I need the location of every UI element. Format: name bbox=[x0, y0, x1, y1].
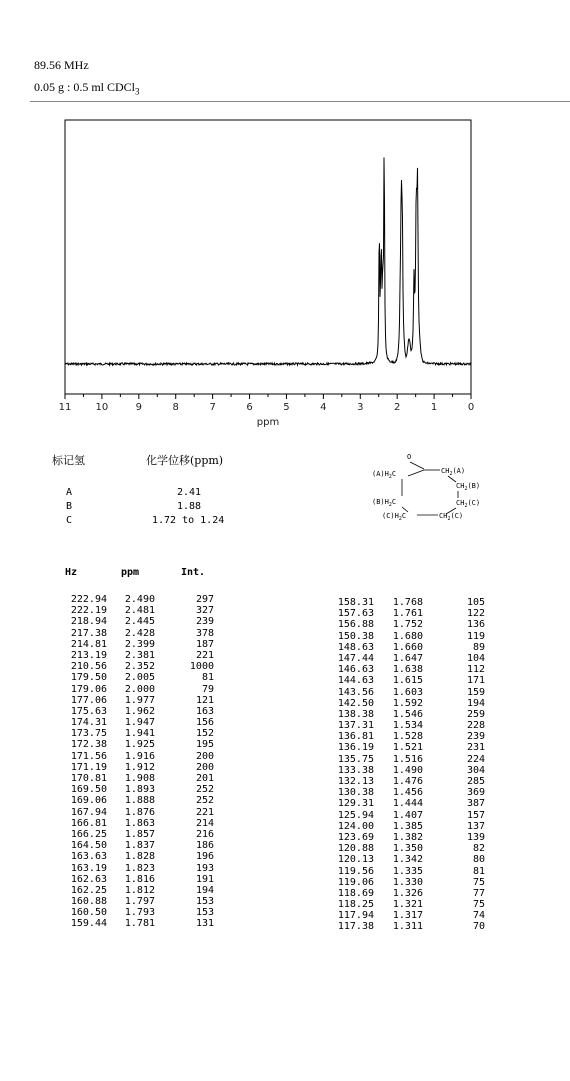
peak-ppm-cell: 1.615 bbox=[392, 675, 423, 687]
peak-ppm-cell: 1.516 bbox=[392, 753, 423, 765]
peak-hz-cell: 179.50 bbox=[70, 672, 107, 684]
peak-int-cell: 214 bbox=[195, 817, 214, 829]
peak-int-cell: 159 bbox=[466, 686, 485, 698]
peak-hz-cell: 170.81 bbox=[70, 773, 107, 784]
peak-ppm-cell: 2.490 bbox=[124, 594, 155, 605]
peak-int-cell: 387 bbox=[466, 798, 485, 810]
peak-hz-cell: 146.63 bbox=[337, 664, 374, 676]
peak-ppm-cell: 1.828 bbox=[124, 851, 155, 863]
peak-hz-cell: 125.94 bbox=[337, 809, 374, 821]
peak-ppm-cell: 1.837 bbox=[124, 840, 155, 852]
peak-int-cell: 231 bbox=[466, 742, 485, 754]
peak-hz-cell: 142.50 bbox=[337, 697, 374, 709]
peak-int-cell: 70 bbox=[472, 921, 485, 933]
peak-int-cell: 122 bbox=[466, 608, 485, 620]
peak-table-left-hz bbox=[55, 594, 107, 930]
peak-ppm-cell: 1.521 bbox=[392, 742, 423, 754]
carbonyl-bond bbox=[410, 462, 424, 469]
peak-ppm-cell: 2.445 bbox=[124, 616, 155, 628]
peak-int-cell: 200 bbox=[195, 750, 214, 762]
peak-hz-cell: 157.63 bbox=[337, 608, 374, 620]
x-tick-label: 3 bbox=[357, 402, 364, 413]
peak-ppm-cell: 1.326 bbox=[392, 887, 423, 899]
peak-int-cell: 136 bbox=[466, 619, 485, 631]
assignment-shift-b: 1.88 bbox=[177, 501, 202, 512]
peak-int-cell: 297 bbox=[195, 594, 214, 605]
peak-hz-cell: 133.38 bbox=[337, 764, 374, 776]
peak-ppm-cell: 1.638 bbox=[392, 664, 423, 676]
x-tick-label: 9 bbox=[135, 402, 143, 413]
peak-ppm-cell: 1.781 bbox=[124, 918, 155, 930]
peak-int-cell: 77 bbox=[472, 887, 485, 899]
header-divider bbox=[30, 101, 570, 102]
peak-hz-cell: 119.56 bbox=[337, 865, 374, 877]
peak-int-cell: 80 bbox=[472, 854, 485, 866]
peak-ppm-cell: 1.385 bbox=[392, 820, 423, 832]
peak-hz-cell: 118.69 bbox=[337, 887, 374, 899]
peak-hz-cell: 160.50 bbox=[70, 907, 107, 919]
peak-header-int: Int. bbox=[181, 567, 206, 578]
peak-hz-cell: 123.69 bbox=[337, 831, 374, 843]
peak-int-cell: 193 bbox=[195, 862, 214, 874]
peak-ppm-cell: 1.456 bbox=[392, 787, 423, 799]
peak-ppm-cell: 1.490 bbox=[392, 764, 423, 776]
peak-hz-cell: 144.63 bbox=[337, 675, 374, 687]
peak-hz-cell: 164.50 bbox=[70, 840, 107, 852]
peak-ppm-cell: 1.476 bbox=[392, 776, 423, 787]
peak-hz-cell: 147.44 bbox=[337, 652, 374, 664]
peak-ppm-cell: 1.407 bbox=[392, 809, 423, 821]
x-axis-label: ppm bbox=[256, 417, 280, 428]
peak-hz-cell: 169.50 bbox=[70, 784, 107, 796]
peak-hz-cell: 119.06 bbox=[337, 876, 374, 888]
peak-ppm-cell: 1.797 bbox=[124, 896, 155, 908]
peak-int-cell: 259 bbox=[466, 708, 485, 720]
spectrum-trace bbox=[65, 158, 471, 366]
peak-int-cell: 201 bbox=[195, 773, 214, 784]
x-tick-label: 8 bbox=[172, 402, 179, 413]
peak-ppm-cell: 1.793 bbox=[124, 907, 155, 919]
peak-ppm-cell: 1.908 bbox=[124, 773, 155, 784]
peak-ppm-cell: 2.352 bbox=[124, 661, 155, 673]
x-tick-label: 11 bbox=[58, 402, 72, 413]
peak-hz-cell: 136.81 bbox=[337, 731, 374, 743]
peak-ppm-cell: 2.381 bbox=[124, 649, 155, 661]
peak-int-cell: 187 bbox=[195, 638, 214, 650]
peak-int-cell: 369 bbox=[466, 787, 485, 799]
peak-ppm-cell: 1.592 bbox=[392, 697, 423, 709]
peak-int-cell: 228 bbox=[466, 720, 485, 732]
peak-ppm-cell: 1.823 bbox=[124, 862, 155, 874]
peak-int-cell: 89 bbox=[472, 641, 485, 653]
peak-hz-cell: 218.94 bbox=[70, 616, 107, 628]
peak-hz-cell: 217.38 bbox=[70, 627, 107, 639]
peak-int-cell: 105 bbox=[466, 597, 485, 608]
nmr-spectrum-chart bbox=[0, 110, 570, 440]
peak-hz-cell: 137.31 bbox=[337, 720, 374, 732]
peak-ppm-cell: 1.534 bbox=[392, 720, 423, 732]
peak-ppm-cell: 1.925 bbox=[124, 739, 155, 751]
peak-hz-cell: 135.75 bbox=[337, 753, 374, 765]
plot-frame bbox=[65, 120, 471, 394]
peak-hz-cell: 169.06 bbox=[70, 795, 107, 807]
peak-int-cell: 75 bbox=[472, 876, 485, 888]
peak-int-cell: 112 bbox=[466, 664, 485, 676]
ch2-c-bottom-right: $CH_2(C)$ bbox=[439, 512, 464, 522]
peak-int-cell: 74 bbox=[472, 910, 485, 922]
peak-hz-cell: 132.13 bbox=[337, 776, 374, 787]
peak-int-cell: 221 bbox=[195, 649, 214, 661]
assignment-label-b: B bbox=[66, 501, 73, 512]
x-tick-label: 2 bbox=[393, 402, 401, 413]
peak-hz-cell: 117.94 bbox=[337, 910, 374, 922]
peak-ppm-cell: 1.321 bbox=[392, 899, 423, 911]
peak-ppm-cell: 2.428 bbox=[124, 627, 155, 639]
peak-ppm-cell: 1.816 bbox=[124, 873, 155, 885]
peak-ppm-cell: 1.330 bbox=[392, 876, 423, 888]
peak-hz-cell: 163.19 bbox=[70, 862, 107, 874]
ch2-c-right: $CH_2(C)$ bbox=[456, 499, 481, 509]
peak-ppm-cell: 1.857 bbox=[124, 828, 155, 840]
peak-ppm-cell: 1.916 bbox=[124, 750, 155, 762]
peak-int-cell: 285 bbox=[466, 776, 485, 787]
peak-int-cell: 200 bbox=[195, 761, 214, 773]
oxygen-label: O bbox=[407, 453, 412, 461]
peak-hz-cell: 120.13 bbox=[337, 854, 374, 866]
peak-int-cell: 156 bbox=[195, 717, 214, 729]
peak-int-cell: 252 bbox=[195, 795, 214, 807]
peak-header-ppm: ppm bbox=[121, 567, 140, 578]
sample-subscript: 3 bbox=[135, 86, 140, 97]
peak-table-left-int bbox=[176, 594, 214, 930]
peak-int-cell: 216 bbox=[195, 828, 214, 840]
peak-ppm-cell: 1.680 bbox=[392, 630, 423, 642]
peak-hz-cell: 118.25 bbox=[337, 899, 374, 911]
peak-table-left-ppm bbox=[115, 594, 155, 930]
peak-ppm-cell: 1.335 bbox=[392, 865, 423, 877]
peak-int-cell: 119 bbox=[466, 630, 485, 642]
peak-int-cell: 224 bbox=[466, 753, 485, 765]
peak-ppm-cell: 1.812 bbox=[124, 884, 155, 896]
peak-int-cell: 195 bbox=[195, 739, 214, 751]
peak-ppm-cell: 1.893 bbox=[124, 784, 155, 796]
peak-ppm-cell: 1.941 bbox=[124, 728, 155, 740]
peak-ppm-cell: 1.317 bbox=[392, 910, 423, 922]
peak-ppm-cell: 1.863 bbox=[124, 817, 155, 829]
assignment-label-c: C bbox=[66, 515, 73, 526]
peak-hz-cell: 166.81 bbox=[70, 817, 107, 829]
peak-int-cell: 194 bbox=[466, 697, 485, 709]
peak-int-cell: 82 bbox=[472, 843, 485, 855]
peak-ppm-cell: 1.342 bbox=[392, 854, 423, 866]
ch2-c-bottom-left: $(C)H_2C$ bbox=[382, 512, 407, 522]
peak-ppm-cell: 2.005 bbox=[124, 672, 155, 684]
peak-hz-cell: 156.88 bbox=[337, 619, 374, 631]
peak-hz-cell: 120.88 bbox=[337, 843, 374, 855]
x-tick-label: 0 bbox=[467, 402, 475, 413]
peak-ppm-cell: 1.444 bbox=[392, 798, 423, 810]
peak-int-cell: 1000 bbox=[189, 661, 214, 673]
peak-ppm-cell: 2.481 bbox=[124, 605, 155, 617]
peak-hz-cell: 143.56 bbox=[337, 686, 374, 698]
peak-table-right-hz bbox=[322, 597, 374, 933]
ch2-a-right: $CH_2(A)$ bbox=[441, 467, 466, 477]
peak-int-cell: 252 bbox=[195, 784, 214, 796]
ch2-b-left: $(B)H_2C$ bbox=[372, 498, 397, 508]
ch2-b-right: $CH_2(B)$ bbox=[456, 482, 481, 492]
peak-int-cell: 81 bbox=[201, 672, 214, 684]
x-tick-label: 1 bbox=[430, 402, 438, 413]
assignment-header-shift: 化学位移(ppm) bbox=[146, 454, 224, 467]
peak-hz-cell: 214.81 bbox=[70, 638, 107, 650]
x-tick-label: 4 bbox=[320, 402, 327, 413]
peak-ppm-cell: 1.350 bbox=[392, 843, 423, 855]
peak-int-cell: 104 bbox=[466, 652, 485, 664]
peak-int-cell: 163 bbox=[195, 705, 214, 717]
peak-int-cell: 157 bbox=[466, 809, 485, 821]
peak-hz-cell: 173.75 bbox=[70, 728, 107, 740]
peak-int-cell: 186 bbox=[195, 840, 214, 852]
peak-hz-cell: 174.31 bbox=[70, 717, 107, 729]
peak-ppm-cell: 1.528 bbox=[392, 731, 423, 743]
peak-hz-cell: 171.19 bbox=[70, 761, 107, 773]
peak-ppm-cell: 1.912 bbox=[124, 761, 155, 773]
sample-concentration bbox=[34, 80, 140, 96]
peak-ppm-cell: 1.311 bbox=[392, 921, 423, 933]
peak-ppm-cell: 1.546 bbox=[392, 708, 423, 720]
x-tick-label: 5 bbox=[283, 402, 290, 413]
peak-int-cell: 194 bbox=[195, 884, 214, 896]
peak-ppm-cell: 1.962 bbox=[124, 705, 155, 717]
peak-int-cell: 171 bbox=[466, 675, 485, 687]
peak-hz-cell: 163.63 bbox=[70, 851, 107, 863]
peak-hz-cell: 172.38 bbox=[70, 739, 107, 751]
peak-hz-cell: 213.19 bbox=[70, 649, 107, 661]
peak-int-cell: 327 bbox=[195, 605, 214, 617]
peak-ppm-cell: 1.382 bbox=[392, 831, 423, 843]
peak-hz-cell: 162.25 bbox=[70, 884, 107, 896]
peak-hz-cell: 124.00 bbox=[337, 820, 374, 832]
cyclooctanone-structure bbox=[340, 448, 520, 528]
peak-ppm-cell: 1.888 bbox=[124, 795, 155, 807]
peak-hz-cell: 177.06 bbox=[70, 694, 107, 706]
x-axis-ticks bbox=[59, 394, 475, 413]
peak-table-right-ppm bbox=[383, 597, 423, 933]
peak-int-cell: 304 bbox=[466, 764, 485, 776]
peak-hz-cell: 117.38 bbox=[337, 921, 374, 933]
peak-int-cell: 153 bbox=[195, 896, 214, 908]
x-tick-label: 10 bbox=[95, 402, 109, 413]
peak-int-cell: 75 bbox=[472, 899, 485, 911]
sample-text: 0.05 g : 0.5 ml CDCl bbox=[34, 80, 136, 94]
peak-hz-cell: 130.38 bbox=[337, 787, 374, 799]
peak-hz-cell: 166.25 bbox=[70, 828, 107, 840]
x-tick-label: 7 bbox=[209, 402, 216, 413]
peak-table-right-int bbox=[447, 597, 485, 933]
peak-ppm-cell: 1.752 bbox=[392, 619, 423, 631]
peak-ppm-cell: 2.000 bbox=[124, 683, 155, 695]
peak-int-cell: 137 bbox=[466, 820, 485, 832]
peak-hz-cell: 179.06 bbox=[70, 683, 107, 695]
peak-int-cell: 152 bbox=[195, 728, 214, 740]
peak-hz-cell: 167.94 bbox=[70, 806, 107, 818]
peak-hz-cell: 150.38 bbox=[337, 630, 374, 642]
assignment-shift-c: 1.72 to 1.24 bbox=[152, 515, 225, 526]
peak-int-cell: 153 bbox=[195, 907, 214, 919]
peak-ppm-cell: 1.947 bbox=[124, 717, 155, 729]
peak-ppm-cell: 1.876 bbox=[124, 806, 155, 818]
peak-ppm-cell: 1.660 bbox=[392, 641, 423, 653]
peak-int-cell: 131 bbox=[195, 918, 214, 930]
peak-hz-cell: 159.44 bbox=[70, 918, 107, 930]
peak-ppm-cell: 1.977 bbox=[124, 694, 155, 706]
assignment-shift-a: 2.41 bbox=[177, 487, 202, 498]
peak-ppm-cell: 1.647 bbox=[392, 652, 423, 664]
peak-int-cell: 378 bbox=[195, 627, 214, 639]
peak-int-cell: 239 bbox=[195, 616, 214, 628]
peak-hz-cell: 129.31 bbox=[337, 798, 374, 810]
peak-header-hz: Hz bbox=[65, 567, 78, 578]
assignment-label-a: A bbox=[66, 487, 73, 498]
peak-int-cell: 239 bbox=[466, 731, 485, 743]
peak-hz-cell: 162.63 bbox=[70, 873, 107, 885]
peak-hz-cell: 158.31 bbox=[337, 597, 374, 608]
assignment-header-label: 标记氢 bbox=[52, 454, 85, 467]
peak-ppm-cell: 1.603 bbox=[392, 686, 423, 698]
ch2-a-left: $(A)H_2C$ bbox=[372, 470, 397, 480]
peak-int-cell: 139 bbox=[466, 831, 485, 843]
peak-int-cell: 79 bbox=[201, 683, 214, 695]
peak-hz-cell: 222.19 bbox=[70, 605, 107, 617]
peak-ppm-cell: 1.761 bbox=[392, 608, 423, 620]
bond-c1-c8 bbox=[408, 470, 424, 476]
peak-hz-cell: 222.94 bbox=[70, 594, 107, 605]
peak-int-cell: 81 bbox=[472, 865, 485, 877]
peak-int-cell: 196 bbox=[195, 851, 214, 863]
peak-int-cell: 191 bbox=[195, 873, 214, 885]
spectrometer-frequency: 89.56 MHz bbox=[34, 58, 89, 72]
peak-hz-cell: 171.56 bbox=[70, 750, 107, 762]
peak-hz-cell: 148.63 bbox=[337, 641, 374, 653]
peak-ppm-cell: 2.399 bbox=[124, 638, 155, 650]
x-tick-label: 6 bbox=[246, 402, 253, 413]
peak-hz-cell: 136.19 bbox=[337, 742, 374, 754]
peak-int-cell: 121 bbox=[195, 694, 214, 706]
peak-int-cell: 221 bbox=[195, 806, 214, 818]
peak-hz-cell: 175.63 bbox=[70, 705, 107, 717]
peak-hz-cell: 210.56 bbox=[70, 661, 107, 673]
peak-hz-cell: 138.38 bbox=[337, 708, 374, 720]
peak-ppm-cell: 1.768 bbox=[392, 597, 423, 608]
peak-hz-cell: 160.88 bbox=[70, 896, 107, 908]
